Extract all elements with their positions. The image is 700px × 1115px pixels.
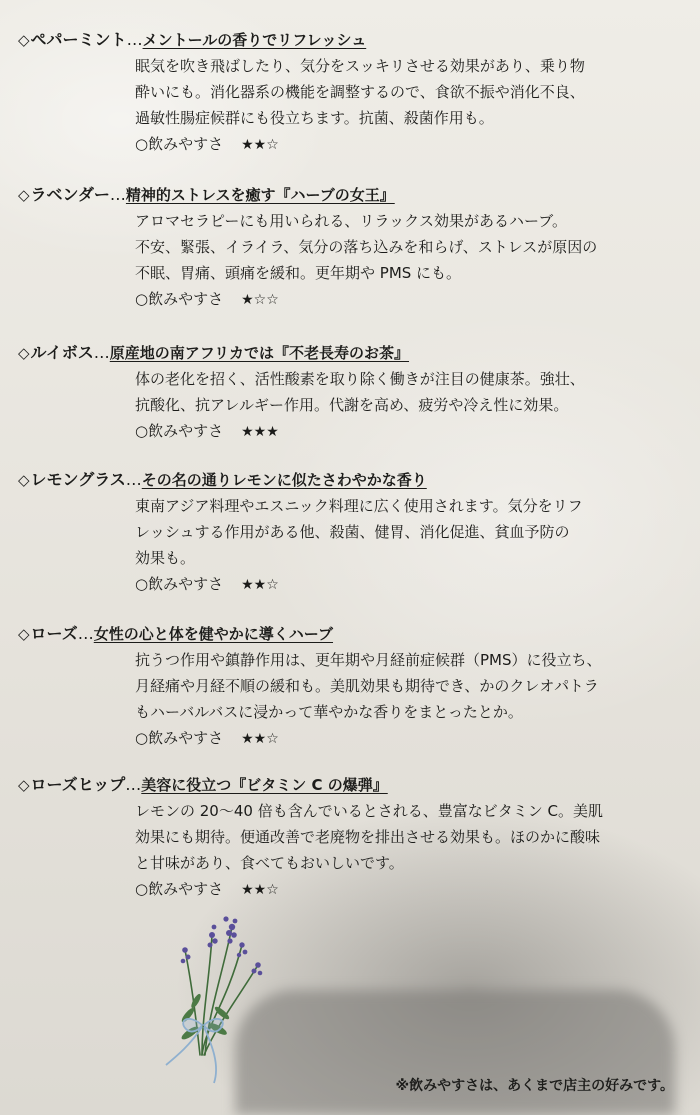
description-line: 抗酸化、抗アレルギー作用。代謝を高め、疲労や冷え性に効果。	[135, 396, 569, 414]
rating-label: ○飲みやすさ	[135, 135, 224, 153]
herb-name: ローズヒップ	[30, 775, 126, 794]
ribbon-bow	[166, 1019, 223, 1083]
entry-heading	[18, 772, 688, 798]
leader-dots: …	[93, 343, 110, 362]
herb-entry-lemongrass	[18, 467, 688, 599]
drinkability-rating	[135, 288, 688, 314]
description-line: と甘味があり、食べてもおいしいです。	[135, 854, 404, 872]
description-line: 月経痛や月経不順の緩和も。美肌効果も期待でき、かのクレオパトラ	[135, 677, 599, 695]
herb-name: ローズ	[30, 624, 78, 643]
herb-name: ルイボス	[30, 343, 94, 362]
herb-tagline: 原産地の南アフリカでは『不老長寿のお茶』	[109, 344, 410, 362]
herb-entry-lavender	[18, 182, 688, 314]
herb-name: レモングラス	[30, 470, 126, 489]
diamond-icon: ◇	[18, 31, 30, 49]
lavender-flowers	[181, 916, 263, 975]
rating-label: ○飲みやすさ	[135, 729, 224, 747]
herb-tagline: その名の通りレモンに似たさわやかな香り	[141, 471, 427, 489]
description-line: レモンの 20〜40 倍も含んでいるとされる、豊富なビタミン C。美肌	[135, 802, 603, 820]
herb-description	[135, 366, 675, 418]
star-rating: ★★★	[241, 424, 279, 440]
herb-description	[135, 53, 675, 131]
leader-dots: …	[126, 30, 143, 49]
rating-label: ○飲みやすさ	[135, 422, 224, 440]
entry-heading	[18, 182, 688, 208]
rating-label: ○飲みやすさ	[135, 575, 224, 593]
description-line: 体の老化を招く、活性酸素を取り除く働きが注目の健康茶。強壮、	[135, 370, 585, 388]
description-line: 東南アジア料理やエスニック料理に広く使用されます。気分をリフ	[135, 497, 583, 515]
leader-dots: …	[125, 470, 142, 489]
diamond-icon: ◇	[18, 776, 30, 794]
herb-tagline: 美容に役立つ『ビタミン C の爆弾』	[141, 776, 388, 794]
entry-heading	[18, 467, 688, 493]
herb-name: ラベンダー	[30, 185, 110, 204]
drinkability-rating	[135, 573, 688, 599]
herb-entry-rosehip	[18, 772, 688, 904]
leader-dots: …	[77, 624, 94, 643]
herb-tagline: メントールの香りでリフレッシュ	[142, 31, 367, 49]
description-line: 過敏性腸症候群にも役立ちます。抗菌、殺菌作用も。	[135, 109, 494, 127]
herb-tagline: 精神的ストレスを癒す『ハーブの女王』	[125, 186, 395, 204]
diamond-icon: ◇	[18, 471, 30, 489]
star-rating: ★☆☆	[241, 292, 279, 308]
description-line: もハーバルバスに浸かって華やかな香りをまとったとか。	[135, 703, 523, 721]
rating-label: ○飲みやすさ	[135, 290, 224, 308]
description-line: アロマセラピーにも用いられる、リラックス効果があるハーブ。	[135, 212, 568, 230]
leader-dots: …	[109, 185, 126, 204]
herb-description	[135, 208, 675, 286]
entry-heading	[18, 27, 688, 53]
star-rating: ★★☆	[241, 577, 279, 593]
description-line: レッシュする作用がある他、殺菌、健胃、消化促進、貧血予防の	[135, 523, 570, 541]
rating-label: ○飲みやすさ	[135, 880, 224, 898]
herb-entry-rose	[18, 621, 688, 753]
description-line: 不眠、胃痛、頭痛を緩和。更年期や PMS にも。	[135, 264, 462, 282]
star-rating: ★★☆	[241, 731, 279, 747]
drinkability-rating	[135, 727, 688, 753]
entry-heading	[18, 621, 688, 647]
diamond-icon: ◇	[18, 625, 30, 643]
drinkability-rating	[135, 420, 688, 446]
herb-description	[135, 493, 675, 571]
diamond-icon: ◇	[18, 344, 30, 362]
description-line: 効果も。	[135, 549, 196, 567]
drinkability-rating	[135, 878, 688, 904]
description-line: 眠気を吹き飛ばしたり、気分をスッキリさせる効果があり、乗り物	[135, 57, 585, 75]
description-line: 抗うつ作用や鎮静作用は、更年期や月経前症候群（PMS）に役立ち、	[135, 651, 602, 669]
drinkability-rating	[135, 133, 688, 159]
herb-description	[135, 798, 675, 876]
description-line: 酔いにも。消化器系の機能を調整するので、食欲不振や消化不良、	[135, 83, 585, 101]
photo-shadow	[235, 990, 675, 1115]
herb-name: ペパーミント	[30, 30, 127, 49]
star-rating: ★★☆	[241, 137, 279, 153]
herb-description	[135, 647, 675, 725]
star-rating: ★★☆	[241, 882, 279, 898]
herb-entry-peppermint	[18, 27, 688, 159]
footer-note: ※飲みやすさは、あくまで店主の好みです。	[395, 1078, 674, 1094]
lavender-illustration	[130, 905, 280, 1090]
diamond-icon: ◇	[18, 186, 30, 204]
herb-tagline: 女性の心と体を健やかに導くハーブ	[93, 625, 334, 643]
entry-heading	[18, 340, 688, 366]
leader-dots: …	[125, 775, 142, 794]
herb-entry-rooibos	[18, 340, 688, 446]
description-line: 効果にも期待。便通改善で老廃物を排出させる効果も。ほのかに酸味	[135, 828, 601, 846]
description-line: 不安、緊張、イライラ、気分の落ち込みを和らげ、ストレスが原因の	[135, 238, 598, 256]
